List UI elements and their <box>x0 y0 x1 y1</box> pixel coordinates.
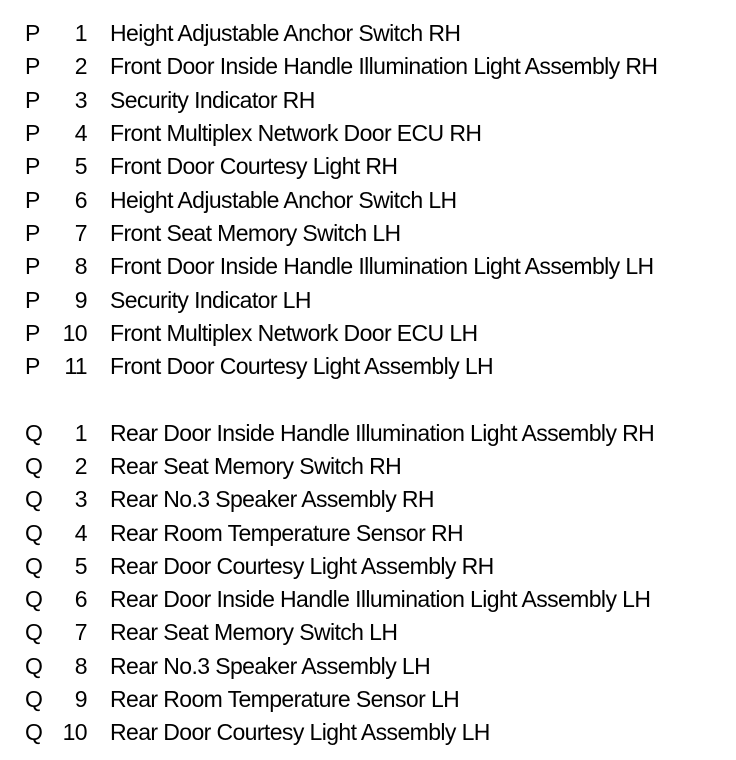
legend-row <box>0 50 736 83</box>
legend-row <box>0 550 736 583</box>
item-number: 5 <box>74 552 87 579</box>
item-number: 7 <box>74 619 87 646</box>
connector-group-letter: P <box>25 219 40 246</box>
component-description: Height Adjustable Anchor Switch LH <box>110 186 457 213</box>
connector-group-letter: Q <box>25 519 43 546</box>
component-description: Rear No.3 Speaker Assembly LH <box>110 652 431 679</box>
component-description: Front Multiplex Network Door ECU LH <box>110 319 478 346</box>
component-description: Front Door Courtesy Light Assembly LH <box>110 353 494 380</box>
component-description: Rear No.3 Speaker Assembly RH <box>110 486 434 513</box>
component-description: Height Adjustable Anchor Switch RH <box>110 20 461 47</box>
item-number: 10 <box>62 319 87 346</box>
item-number: 8 <box>74 253 87 280</box>
legend-row <box>0 483 736 516</box>
component-description: Rear Door Courtesy Light Assembly LH <box>110 719 490 746</box>
component-description: Rear Room Temperature Sensor RH <box>110 519 463 546</box>
item-number: 10 <box>62 719 87 746</box>
component-description: Rear Door Inside Handle Illumination Light Assembly LH <box>110 586 651 613</box>
legend-row <box>0 583 736 616</box>
connector-group-letter: P <box>25 120 40 147</box>
legend-row <box>0 716 736 749</box>
legend-row <box>0 350 736 383</box>
component-description: Rear Seat Memory Switch RH <box>110 453 402 479</box>
connector-group-letter: P <box>25 186 40 213</box>
legend-row <box>0 516 736 549</box>
component-description: Front Door Courtesy Light RH <box>110 153 398 180</box>
item-number: 5 <box>74 153 87 180</box>
legend-row <box>0 616 736 649</box>
legend-row <box>0 183 736 216</box>
connector-group-letter: P <box>25 53 40 80</box>
component-description: Front Seat Memory Switch LH <box>110 219 401 246</box>
legend-row <box>0 117 736 150</box>
item-number: 9 <box>74 286 87 313</box>
legend-row <box>0 250 736 283</box>
component-description: Front Multiplex Network Door ECU RH <box>110 120 482 147</box>
component-description: Security Indicator RH <box>110 86 315 113</box>
item-number: 4 <box>74 519 87 546</box>
item-number: 2 <box>74 453 87 479</box>
legend-row <box>0 17 736 50</box>
item-number: 6 <box>74 586 87 613</box>
connector-group-letter: Q <box>25 652 43 679</box>
legend-row <box>0 417 736 450</box>
component-description: Front Door Inside Handle Illumination Light Assembly LH <box>110 253 654 280</box>
item-number: 9 <box>74 686 87 713</box>
item-number: 7 <box>74 219 87 246</box>
connector-group-letter: Q <box>25 552 43 579</box>
legend-row <box>0 283 736 316</box>
component-description: Rear Room Temperature Sensor LH <box>110 686 460 713</box>
legend-row <box>0 84 736 117</box>
component-description: Rear Door Courtesy Light Assembly RH <box>110 552 494 579</box>
connector-group-letter: Q <box>25 586 43 613</box>
item-number: 11 <box>64 353 87 380</box>
connector-group-letter: P <box>25 253 40 280</box>
legend-row <box>0 650 736 683</box>
legend-row <box>0 317 736 350</box>
component-description: Front Door Inside Handle Illumination Light Assembly RH <box>110 53 658 80</box>
connector-group-letter: Q <box>25 453 43 479</box>
legend-row <box>0 450 736 483</box>
legend-row <box>0 150 736 183</box>
component-description: Rear Seat Memory Switch LH <box>110 619 398 646</box>
connector-group-letter: Q <box>25 719 43 746</box>
item-number: 1 <box>74 20 87 47</box>
item-number: 6 <box>74 186 87 213</box>
item-number: 3 <box>74 86 87 113</box>
item-number: 1 <box>74 419 87 446</box>
connector-group-letter: Q <box>25 619 43 646</box>
item-number: 3 <box>74 486 87 513</box>
item-number: 8 <box>74 652 87 679</box>
connector-group-letter: P <box>25 20 40 47</box>
legend-row <box>0 217 736 250</box>
group-spacer <box>0 383 736 416</box>
connector-group-letter: P <box>25 286 40 313</box>
connector-group-letter: P <box>25 86 40 113</box>
item-number: 4 <box>74 120 87 147</box>
component-legend <box>0 17 736 750</box>
item-number: 2 <box>74 53 87 80</box>
legend-row <box>0 683 736 716</box>
connector-group-letter: P <box>25 319 40 346</box>
connector-group-letter: Q <box>25 686 43 713</box>
connector-group-letter: P <box>25 153 40 180</box>
component-description: Security Indicator LH <box>110 286 311 313</box>
connector-group-letter: Q <box>25 419 43 446</box>
connector-group-letter: Q <box>25 486 43 513</box>
component-description: Rear Door Inside Handle Illumination Light Assembly RH <box>110 419 655 446</box>
connector-group-letter: P <box>25 353 40 380</box>
